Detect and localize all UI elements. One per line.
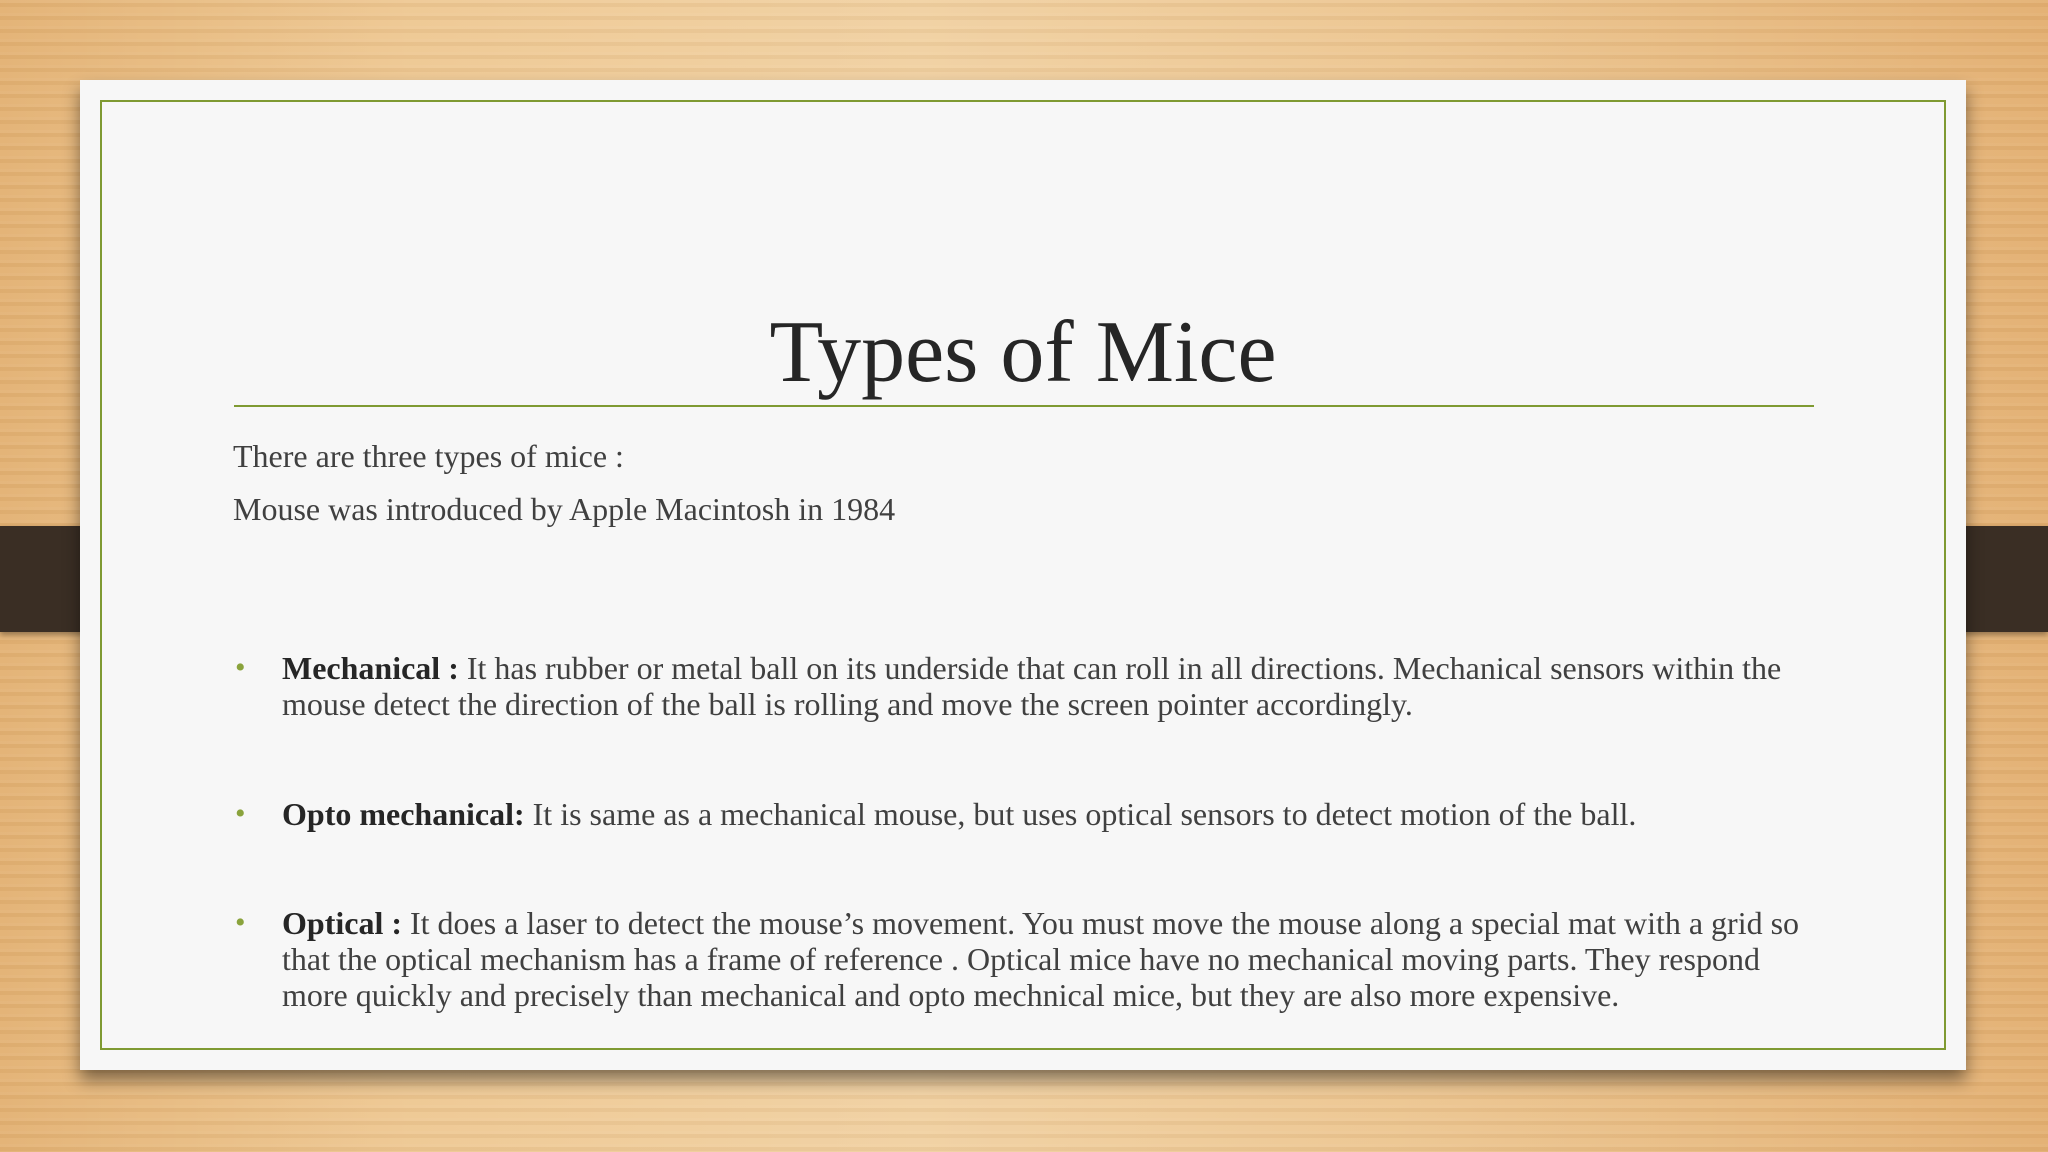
title-divider (234, 405, 1814, 407)
list-item-optical (233, 905, 1823, 1013)
intro-line-history: Mouse was introduced by Apple Macintosh in 1984 (233, 491, 896, 527)
description-optical: It does a laser to detect the mouse’s movement. You must move the mouse along a special mat with a grid so that the optical mechanism has a frame of reference . Optical mice have no mechanical moving parts. They respond more quickly and precisely than mechanical and opto mechnical mice, but they are also more expensive. (282, 905, 1800, 1013)
bullet-dot-icon: • (235, 651, 246, 684)
bullet-dot-icon: • (235, 797, 246, 830)
mouse-types-list (233, 650, 1823, 1013)
slide-title: Types of Mice (769, 304, 1277, 401)
list-item-opto-mechanical (233, 796, 1823, 832)
list-item-mechanical (233, 650, 1823, 722)
bullet-dot-icon: • (235, 906, 246, 939)
term-mechanical: Mechanical : (282, 650, 459, 686)
term-opto-mechanical: Opto mechanical: (282, 796, 525, 832)
intro-line-types: There are three types of mice : (233, 438, 624, 474)
description-mechanical: It has rubber or metal ball on its underside that can roll in all directions. Mechanical sensors within the mouse detect the direction of the ball is rolling and move the screen pointer accordingly. (282, 650, 1782, 722)
slide (80, 80, 1966, 1070)
description-opto-mechanical: It is same as a mechanical mouse, but uses optical sensors to detect motion of the ball. (524, 796, 1637, 832)
term-optical: Optical : (282, 905, 410, 941)
